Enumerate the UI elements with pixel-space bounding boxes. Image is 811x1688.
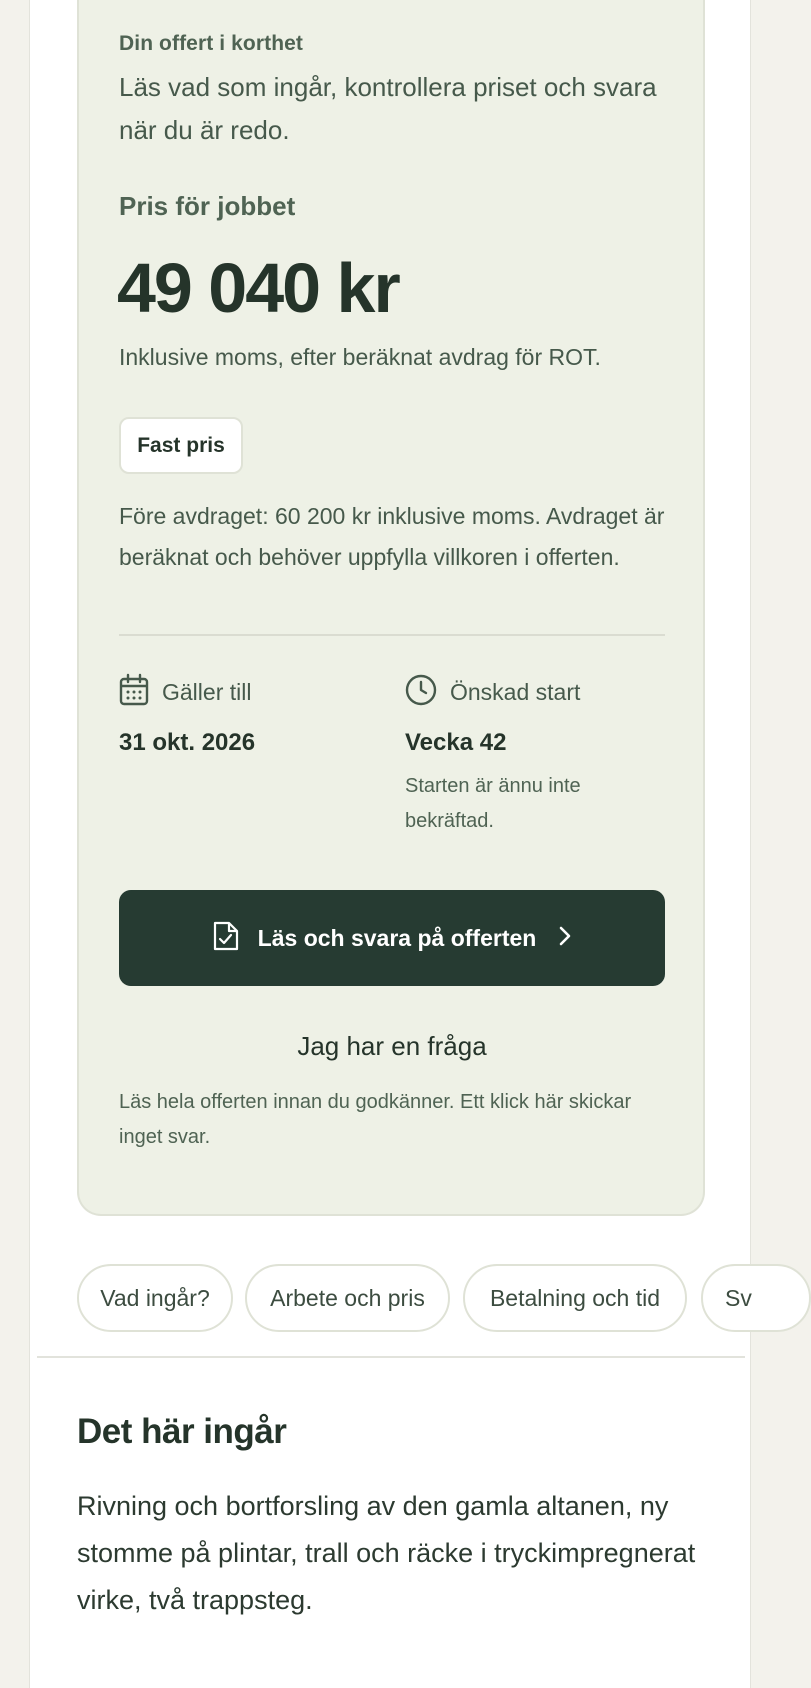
fixed-price-badge: Fast pris (119, 417, 243, 474)
calendar-icon (119, 674, 149, 711)
valid-until-block (119, 675, 389, 757)
chip-payment-and-time[interactable]: Betalning och tid (463, 1264, 687, 1332)
approval-disclaimer: Läs hela offerten innan du godkänner. Ett klick här skickar inget svar. (119, 1091, 632, 1148)
offer-summary-card (77, 0, 705, 1216)
valid-until-label: Gäller till (162, 678, 252, 705)
offer-eyebrow: Din offert i korthet (119, 32, 303, 55)
read-and-respond-button[interactable] (119, 890, 665, 986)
desired-start-block (405, 675, 675, 839)
ask-question-button[interactable]: Jag har en fråga (297, 1030, 487, 1061)
page (29, 0, 751, 1688)
chip-work-and-price[interactable]: Arbete och pris (245, 1264, 450, 1332)
section-chips (77, 1264, 752, 1334)
section-divider (37, 1356, 745, 1358)
document-check-icon (212, 920, 240, 957)
desired-start-label: Önskad start (450, 678, 581, 705)
price-note: Inklusive moms, efter beräknat avdrag för ROT. (119, 344, 601, 370)
desired-start-value: Vecka 42 (405, 729, 507, 756)
clock-icon (405, 674, 437, 711)
valid-until-value: 31 okt. 2026 (119, 729, 256, 756)
before-deduction-note: Före avdraget: 60 200 kr inklusive moms. Avdraget är beräknat och behöver uppfylla villkoren i offerten. (119, 503, 665, 570)
card-divider (119, 634, 665, 636)
chip-partial[interactable]: Sv (701, 1264, 811, 1332)
chip-what-included[interactable]: Vad ingår? (77, 1264, 233, 1332)
chevron-right-icon (558, 925, 572, 952)
included-section-title: Det här ingår (77, 1412, 287, 1451)
price-value: 49 040 kr (117, 249, 399, 327)
read-and-respond-label: Läs och svara på offerten (257, 924, 537, 951)
offer-intro: Läs vad som ingår, kontrollera priset och svara när du är redo. (119, 72, 657, 145)
included-section-body: Rivning och bortforsling av den gamla altanen, ny stomme på plintar, trall och räcke i tryckimpregnerat virke, två trappsteg. (77, 1491, 696, 1615)
desired-start-note: Starten är ännu inte bekräftad. (405, 775, 581, 832)
price-label: Pris för jobbet (119, 191, 296, 221)
